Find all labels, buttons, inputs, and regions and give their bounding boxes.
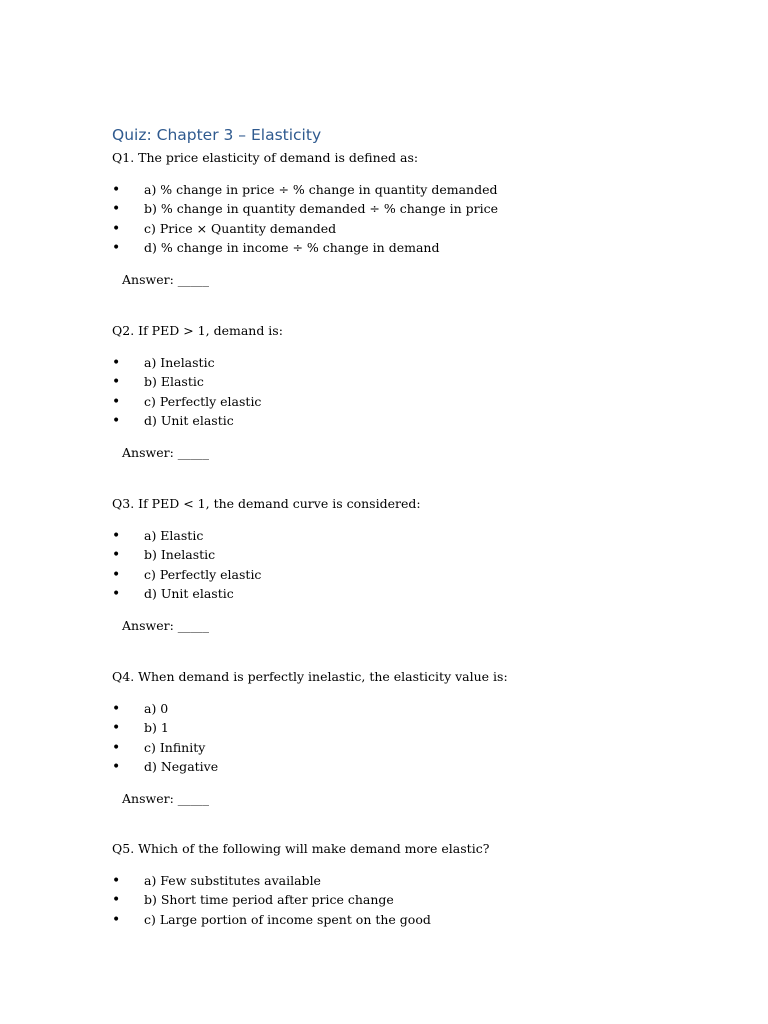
option-c-text: c) Perfectly elastic — [144, 566, 262, 582]
question-1-answer-blank: Answer: _____ — [122, 272, 209, 287]
list-item — [112, 584, 261, 603]
option-d-text: d) Unit elastic — [144, 412, 234, 428]
list-item — [112, 392, 261, 411]
bullet-icon: • — [112, 701, 121, 717]
bullet-icon: • — [112, 720, 121, 737]
bullet-icon: • — [112, 739, 121, 756]
bullet-icon: • — [112, 239, 121, 256]
question-4-text: Q4. When demand is perfectly inelastic, the elasticity value is: — [112, 669, 508, 684]
option-a-text: a) Few substitutes available — [144, 873, 321, 888]
option-a-text: a) Elastic — [144, 528, 204, 543]
list-item — [112, 871, 431, 890]
option-d-text: d) % change in income ÷ % change in demand — [144, 239, 440, 255]
bullet-icon: • — [112, 892, 121, 909]
bullet-icon: • — [112, 412, 121, 429]
list-item — [112, 372, 261, 391]
option-b-text: b) % change in quantity demanded ÷ % change in price — [144, 201, 499, 217]
bullet-icon: • — [112, 585, 121, 602]
list-item — [112, 199, 498, 218]
bullet-icon: • — [112, 873, 121, 889]
list-item — [112, 738, 218, 757]
option-d-text: d) Negative — [144, 758, 219, 774]
list-item — [112, 565, 261, 584]
question-2-text: Q2. If PED > 1, demand is: — [112, 323, 283, 338]
list-item — [112, 699, 218, 718]
list-item — [112, 910, 431, 929]
option-c-text: c) Large portion of income spent on the good — [144, 911, 431, 927]
option-a-text: a) % change in price ÷ % change in quantity demanded — [144, 182, 498, 197]
question-5-text: Q5. Which of the following will make demand more elastic? — [112, 841, 490, 856]
question-3-options — [112, 526, 261, 603]
bullet-icon: • — [112, 547, 121, 564]
bullet-icon: • — [112, 220, 121, 237]
option-d-text: d) Unit elastic — [144, 585, 234, 601]
option-b-text: b) 1 — [144, 720, 169, 736]
list-item — [112, 219, 498, 238]
question-2-answer-blank: Answer: _____ — [122, 445, 209, 460]
bullet-icon: • — [112, 911, 121, 928]
question-1-text: Q1. The price elasticity of demand is defined as: — [112, 150, 419, 165]
question-3-answer-blank: Answer: _____ — [122, 618, 209, 633]
option-c-text: c) Perfectly elastic — [144, 393, 262, 409]
list-item — [112, 180, 498, 199]
option-c-text: c) Infinity — [144, 739, 206, 755]
bullet-icon: • — [112, 758, 121, 775]
option-c-text: c) Price × Quantity demanded — [144, 220, 337, 236]
bullet-icon: • — [112, 355, 121, 371]
option-b-text: b) Short time period after price change — [144, 892, 394, 908]
bullet-icon: • — [112, 566, 121, 583]
option-b-text: b) Elastic — [144, 374, 204, 390]
list-item — [112, 526, 261, 545]
list-item — [112, 718, 218, 737]
bullet-icon: • — [112, 393, 121, 410]
question-4-answer-blank: Answer: _____ — [122, 791, 209, 806]
list-item — [112, 238, 498, 257]
quiz-title: Quiz: Chapter 3 – Elasticity — [112, 126, 322, 144]
list-item — [112, 545, 261, 564]
question-5-options — [112, 871, 431, 929]
question-2-options — [112, 353, 261, 430]
option-a-text: a) 0 — [144, 701, 169, 716]
question-1-options — [112, 180, 498, 257]
option-b-text: b) Inelastic — [144, 547, 216, 563]
option-a-text: a) Inelastic — [144, 355, 215, 370]
list-item — [112, 757, 218, 776]
question-4-options — [112, 699, 218, 776]
list-item — [112, 353, 261, 372]
question-3-text: Q3. If PED < 1, the demand curve is considered: — [112, 496, 421, 511]
list-item — [112, 890, 431, 909]
bullet-icon: • — [112, 528, 121, 544]
bullet-icon: • — [112, 201, 121, 218]
bullet-icon: • — [112, 374, 121, 391]
list-item — [112, 411, 261, 430]
bullet-icon: • — [112, 182, 121, 198]
